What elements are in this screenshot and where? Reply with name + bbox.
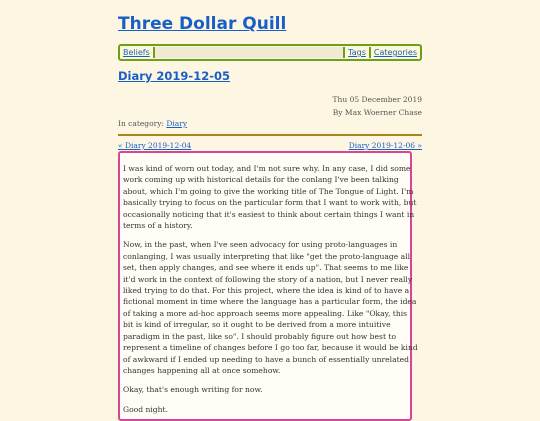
category-prefix: In category: xyxy=(118,119,164,128)
post-paragraph: Okay, that's enough writing for now. xyxy=(123,385,263,395)
nav-beliefs-link[interactable]: Beliefs xyxy=(123,48,150,57)
post-category xyxy=(118,119,187,128)
nav-categories-link[interactable]: Categories xyxy=(373,48,417,57)
nav-tags-link[interactable]: Tags xyxy=(348,48,366,57)
previous-post-link[interactable]: « Diary 2019-12-04 xyxy=(118,141,192,150)
post-body xyxy=(118,151,418,421)
post-paragraph: Now, in the past, when I've seen advocacy for using proto-languages in conlanging, I was usually interpreting that like "get the proto-language all set, then apply changes, and see where it ends up". That seems to me like it'd work in the context of following the story of a nation, but I never really liked trying to do that. For this project, where the idea is kind of to have a fictional moment in time where the language has a particular form, the idea of taking a more ad-hoc approach seems more appealing. Like "Okay, this bit is kind of irregular, so it ought to be derived from a more intuitive paradigm in the past, like so". I should probably figure out how best to represent a timeline of changes before I go too far, because it would be kind of awkward if I ended up needing to have a bunch of essentially unrelated changes happening all at once somehow. xyxy=(123,240,418,375)
nav-spacer xyxy=(155,47,343,58)
post-paragraph: I was kind of worn out today, and I'm not sure why. In any case, I did some work coming up with historical details for the conlang I've been talking about, which I'm going to give the working title of The Tongue of Light. I'm basically trying to focus on the particular form that I want to work with, but occasionally noticing that it's easiest to think about certain things I want in terms of a history. xyxy=(123,164,417,231)
post-paragraph: Good night. xyxy=(123,404,169,414)
post-title-link[interactable]: Diary 2019-12-05 xyxy=(118,69,230,83)
header-divider xyxy=(118,134,422,136)
category-link[interactable]: Diary xyxy=(166,119,188,128)
post-author: By Max Woerner Chase xyxy=(332,108,422,117)
site-title-link[interactable]: Three Dollar Quill xyxy=(118,14,287,34)
nav-bar xyxy=(118,44,422,61)
next-post-link[interactable]: Diary 2019-12-06 » xyxy=(348,141,422,150)
post-date: Thu 05 December 2019 xyxy=(332,95,422,104)
